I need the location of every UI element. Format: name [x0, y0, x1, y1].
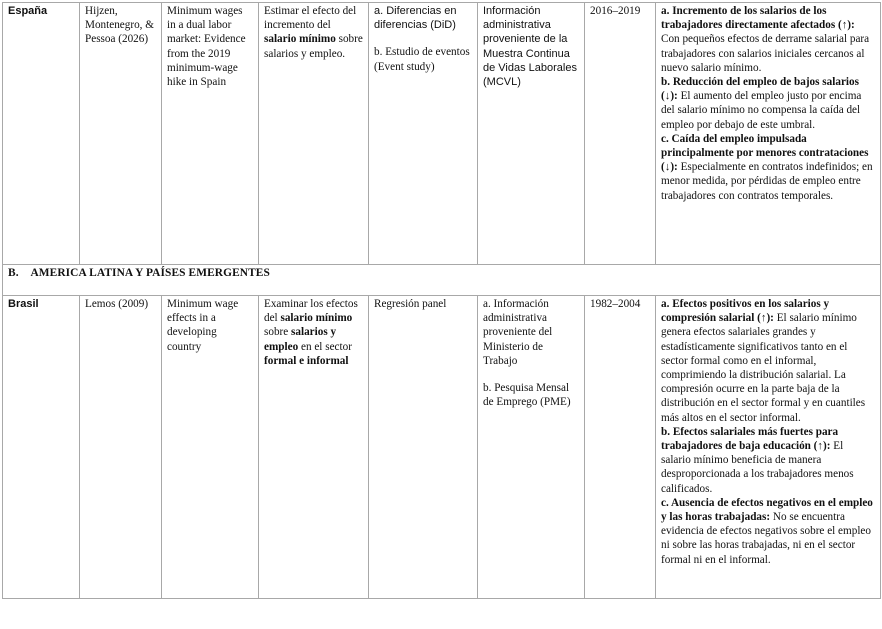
section-letter: B. [8, 267, 19, 279]
result-item [661, 132, 875, 203]
result-heading: c. Caída del empleo impulsada principalmente por menores contrataciones (↓): [661, 132, 869, 174]
country-name: Brasil [8, 298, 39, 310]
result-item [661, 297, 875, 425]
objective-bold-text: salario mínimo [280, 312, 353, 325]
result-heading: b. Efectos salariales más fuertes para trabajadores de baja educación (↑): [661, 425, 839, 453]
result-body: El salario mínimo genera efectos salariales grandes y estadísticamente significativos tanto en el sector formal como en el informal, comprimiendo la distribución salarial. La compresión ocurre en la parte baja de la distribución en el sector formal y en cuantiles más altos en el sector informal. [661, 312, 866, 424]
objective-cell [259, 3, 369, 265]
objective-bold-text: salario mínimo [264, 33, 336, 46]
country-cell [3, 3, 80, 265]
objective-text: en el sector [298, 340, 352, 353]
result-body: El aumento del empleo justo por encima del salario mínimo no compensa la caída del empleo por debajo de este umbral. [661, 90, 862, 131]
result-heading: b. Reducción del empleo de bajos salarios (↓): [661, 76, 859, 103]
results-cell [656, 296, 881, 599]
period-cell [585, 296, 656, 599]
objective-text: Estimar el efecto del incremento del [264, 5, 357, 32]
method-item: b. Estudio de eventos (Event study) [374, 46, 470, 73]
data-source-item: b. Pesquisa Mensal de Emprego (PME) [483, 382, 571, 409]
method-cell [369, 3, 478, 265]
method-cell [369, 296, 478, 599]
country-name: España [8, 5, 48, 17]
section-header [3, 265, 881, 296]
objective-bold-text: salarios y empleo [264, 326, 337, 353]
data-source-cell [478, 296, 585, 599]
data-source-item: Información administrativa proveniente de la Muestra Continua de Vidas Laborales (MCVL) [483, 5, 577, 89]
authors-cell [80, 3, 162, 265]
results-cell [656, 3, 881, 265]
method-item: Regresión panel [374, 298, 447, 310]
period-text: 2016–2019 [590, 5, 641, 17]
objective-cell [259, 296, 369, 599]
data-source-item: a. Información administrativa proveniente del Ministerio de Trabajo [483, 298, 553, 367]
result-body: Con pequeños efectos de derrame salarial para trabajadores con salarios iniciales cercanos al nuevo salario mínimo. [661, 33, 870, 74]
result-item [661, 75, 875, 132]
authors-text: Hijzen, Montenegro, & Pessoa (2026) [85, 5, 154, 46]
period-text: 1982–2004 [590, 298, 641, 310]
result-heading: a. Incremento de los salarios de los trabajadores directamente afectados (↑): [661, 5, 855, 32]
result-body: El salario mínimo beneficia de manera desproporcionada a los trabajadores menos calificados. [661, 440, 854, 495]
paper-title-cell [162, 296, 259, 599]
objective-bold-text: formal e informal [264, 354, 349, 367]
result-heading: c. Ausencia de efectos negativos en el empleo y las horas trabajadas: [661, 496, 873, 524]
table-row [3, 296, 881, 599]
section-title: AMERICA LATINA Y PAÍSES EMERGENTES [30, 267, 270, 279]
result-item [661, 4, 875, 75]
paper-title-cell [162, 3, 259, 265]
table-row [3, 3, 881, 265]
paper-title-text: Minimum wage effects in a developing country [167, 298, 239, 353]
objective-text: sobre [264, 326, 292, 339]
result-body: No se encuentra evidencia de efectos negativos sobre el empleo ni sobre las horas trabajadas, ni en el sector formal ni en el informal. [661, 511, 871, 566]
section-header-row [3, 265, 881, 296]
result-item [661, 496, 875, 567]
country-cell [3, 296, 80, 599]
objective-text: sobre salarios y empleo. [264, 33, 363, 60]
paper-title-text: Minimum wages in a dual labor market: Evidence from the 2019 minimum-wage hike in Spain [167, 5, 246, 89]
authors-text: Lemos (2009) [85, 298, 149, 310]
result-body: Especialmente en contratos indefinidos; en menor medida, por pérdidas de empleo entre trabajadores con contratos temporales. [661, 161, 873, 202]
data-source-cell [478, 3, 585, 265]
authors-cell [80, 296, 162, 599]
result-item [661, 425, 875, 496]
literature-review-table [2, 2, 881, 599]
method-item: a. Diferencias en diferencias (DiD) [374, 5, 457, 32]
period-cell [585, 3, 656, 265]
result-heading: a. Efectos positivos en los salarios y compresión salarial (↑): [661, 298, 830, 325]
objective-text: Examinar los efectos del [264, 298, 358, 325]
